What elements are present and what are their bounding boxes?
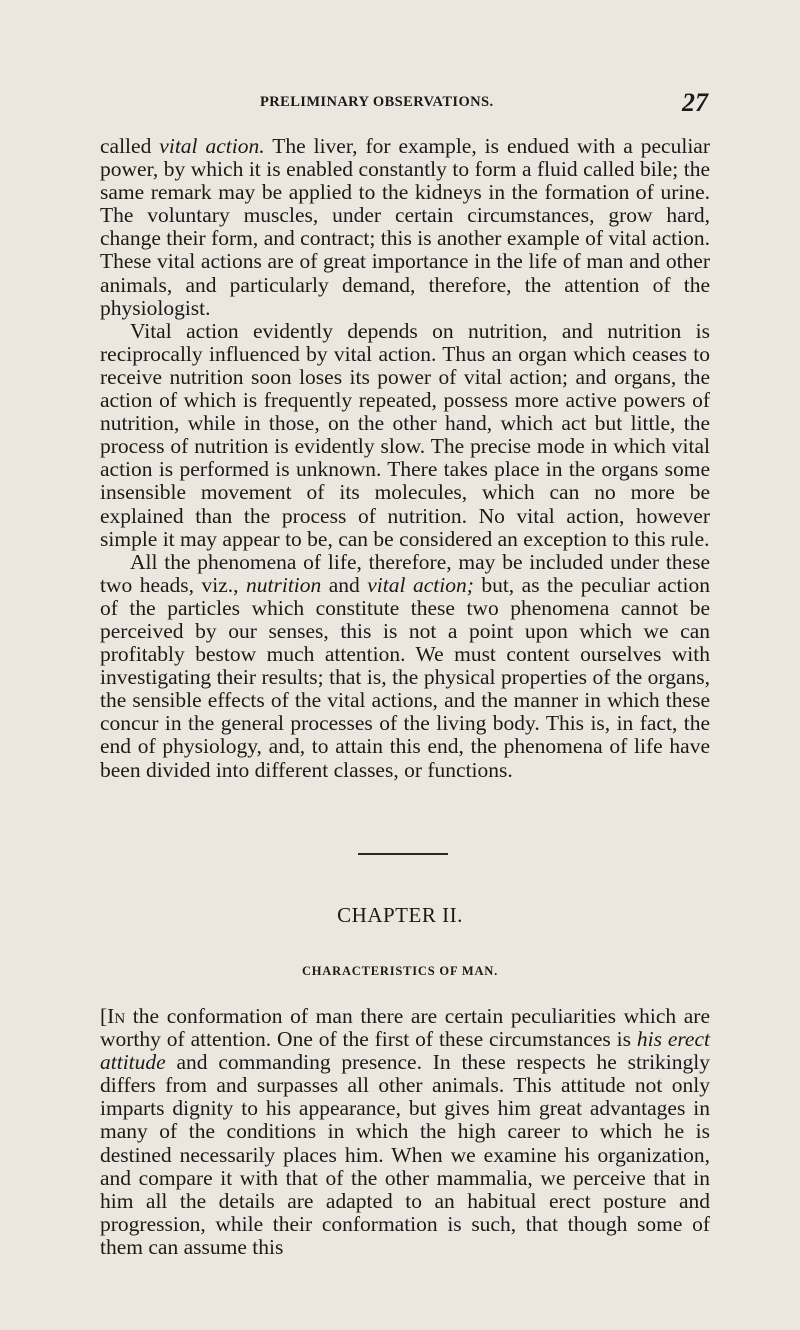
body-text — [100, 135, 710, 782]
paragraph: [In the conformation of man there are certain peculiarities which are worthy of attention. One of the first of these circumstances is his erect attitude and commanding presence. In these respects he strikingly differs from and surpasses all other animals. This attitude not only imparts dignity to his appearance, but gives him great advantages in many of the conditions in which the high career to which he is destined necessarily places him. When we examine his organization, and compare it with that of the other mammalia, we perceive that in him all the details are adapted to an habitual erect posture and progression, while their conformation is such, that though some of them can assume this — [100, 1004, 710, 1259]
chapter-body-text — [100, 1005, 710, 1259]
running-head: PRELIMINARY OBSERVATIONS. — [260, 94, 494, 110]
paragraph: Vital action evidently depends on nutrition, and nutrition is reciprocally influenced by vital action. Thus an organ which ceases to receive nutrition soon loses its power of vital action; and organs, the action of which is frequently repeated, possess more active powers of nutrition, while in those, on the other hand, which act but little, the process of nutrition is evidently slow. The precise mode in which vital action is performed is unknown. There takes place in the organs some insensible movement of its molecules, which can no more be explained than the process of nutrition. No vital action, however simple it may appear to be, can be considered an exception to this rule. — [100, 318, 710, 551]
chapter-subtitle: CHARACTERISTICS OF MAN. — [301, 964, 499, 978]
paragraph: All the phenomena of life, therefore, may be included under these two heads, viz., nutrition and vital action; but, as the peculiar action of the particles which constitute these two phenomena cannot be perceived by our senses, this is not a point upon which we can profitably bestow much attention. We must content ourselves with investigating their results; that is, the physical properties of the organs, the sensible effects of the vital actions, and the manner in which these concur in the general processes of the living body. This is, in fact, the end of physiology, and, to attain this end, the phenomena of life have been divided into different classes, or functions. — [100, 549, 711, 782]
page-header — [100, 88, 708, 122]
chapter-title: CHAPTER II. — [337, 903, 463, 927]
paragraph: called vital action. The liver, for example, is endued with a peculiar power, by which it is enabled constantly to form a fluid called bile; the same remark may be applied to the kidneys in the formation of urine. The voluntary muscles, under certain circumstances, grow hard, change their form, and contract; this is another example of vital action. These vital actions are of great importance in the life of man and other animals, and particularly demand, therefore, the attention of the physiologist. — [100, 134, 711, 320]
page-number: 27 — [682, 88, 708, 117]
section-divider — [358, 853, 448, 855]
